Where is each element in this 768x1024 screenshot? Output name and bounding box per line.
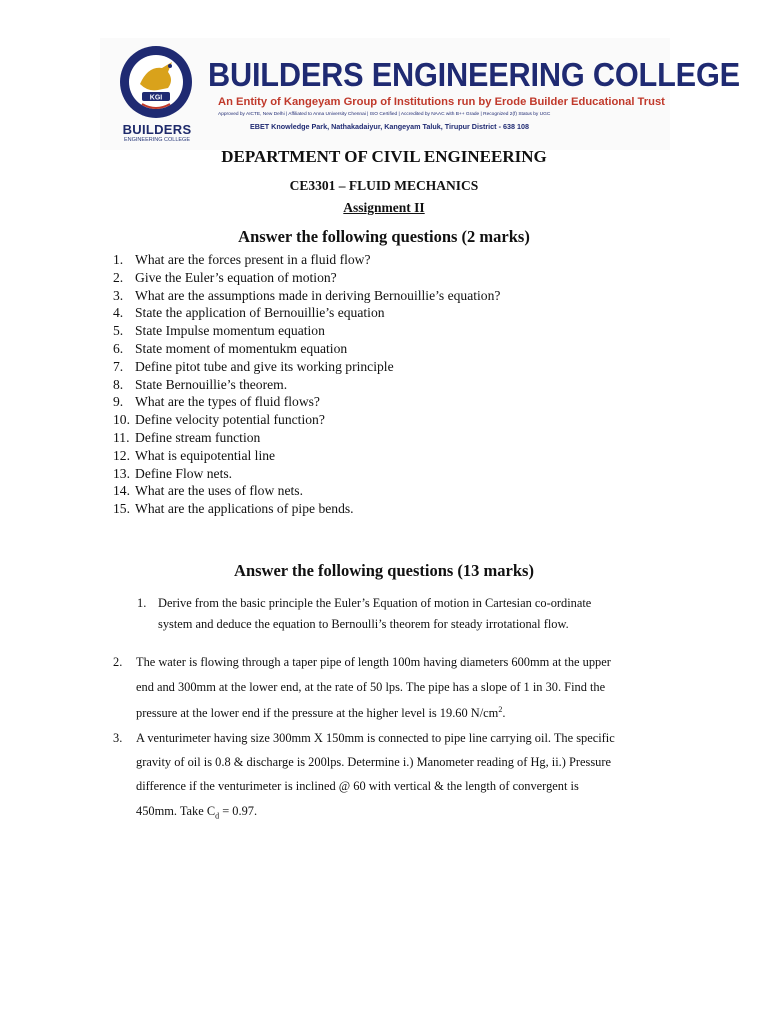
department-title: DEPARTMENT OF CIVIL ENGINEERING — [221, 147, 547, 166]
logo-sub: ENGINEERING COLLEGE — [123, 137, 191, 143]
list-item: 10. Define velocity potential function? — [113, 412, 325, 428]
section-13marks-title: Answer the following questions (13 marks) — [234, 561, 534, 580]
college-name: BUILDERS ENGINEERING COLLEGE — [208, 56, 740, 93]
college-letterhead — [100, 38, 740, 150]
logo-caption — [108, 122, 206, 143]
assignment-title: Assignment II — [343, 200, 425, 215]
logo-badge: KGI — [149, 94, 163, 102]
list-item: 7. Define pitot tube and give its working principle — [113, 358, 394, 374]
list-item: 15. What are the applications of pipe bends. — [113, 501, 354, 517]
approval-line: Approved by AICTE, New Delhi | Affiliated to Anna University Chennai | ISO Certified | Accredited by NAAC with B++ Grade | Recognized 2(f) Status by UGC — [218, 112, 551, 117]
list-item: 13. Define Flow nets. — [113, 465, 233, 481]
college-logo — [118, 44, 194, 120]
list-item: 4. State the application of Bernouillie’s equation — [113, 305, 385, 321]
question-number: 1. — [137, 596, 147, 610]
list-item: 9. What are the types of fluid flows? — [113, 394, 320, 410]
list-item: 6. State moment of momentukm equation — [113, 340, 348, 356]
list-item: 1. What are the forces present in a fluid flow? — [113, 252, 371, 267]
section-2marks-title: Answer the following questions (2 marks) — [238, 227, 530, 246]
question-number: 3. — [113, 731, 123, 745]
list-item: 2. Give the Euler’s equation of motion? — [113, 269, 337, 285]
short-question-list — [113, 251, 500, 518]
course-title: CE3301 – FLUID MECHANICS — [289, 178, 479, 193]
list-item: 12. What is equipotential line — [113, 447, 276, 463]
question-number: 2. — [113, 655, 123, 669]
list-item: 14. What are the uses of flow nets. — [113, 483, 303, 499]
list-item: 11. Define stream function — [113, 429, 261, 445]
logo-name: BUILDERS — [122, 122, 192, 137]
entity-line: An Entity of Kangeyam Group of Institutions run by Erode Builder Educational Trust — [218, 96, 665, 108]
list-item: 8. State Bernouillie’s theorem. — [113, 376, 288, 392]
address-line: EBET Knowledge Park, Nathakadaiyur, Kangeyam Taluk, Tirupur District - 638 108 — [250, 122, 529, 131]
list-item: 3. What are the assumptions made in deriving Bernouillie’s equation? — [113, 287, 501, 303]
list-item: 5. State Impulse momentum equation — [113, 323, 325, 339]
